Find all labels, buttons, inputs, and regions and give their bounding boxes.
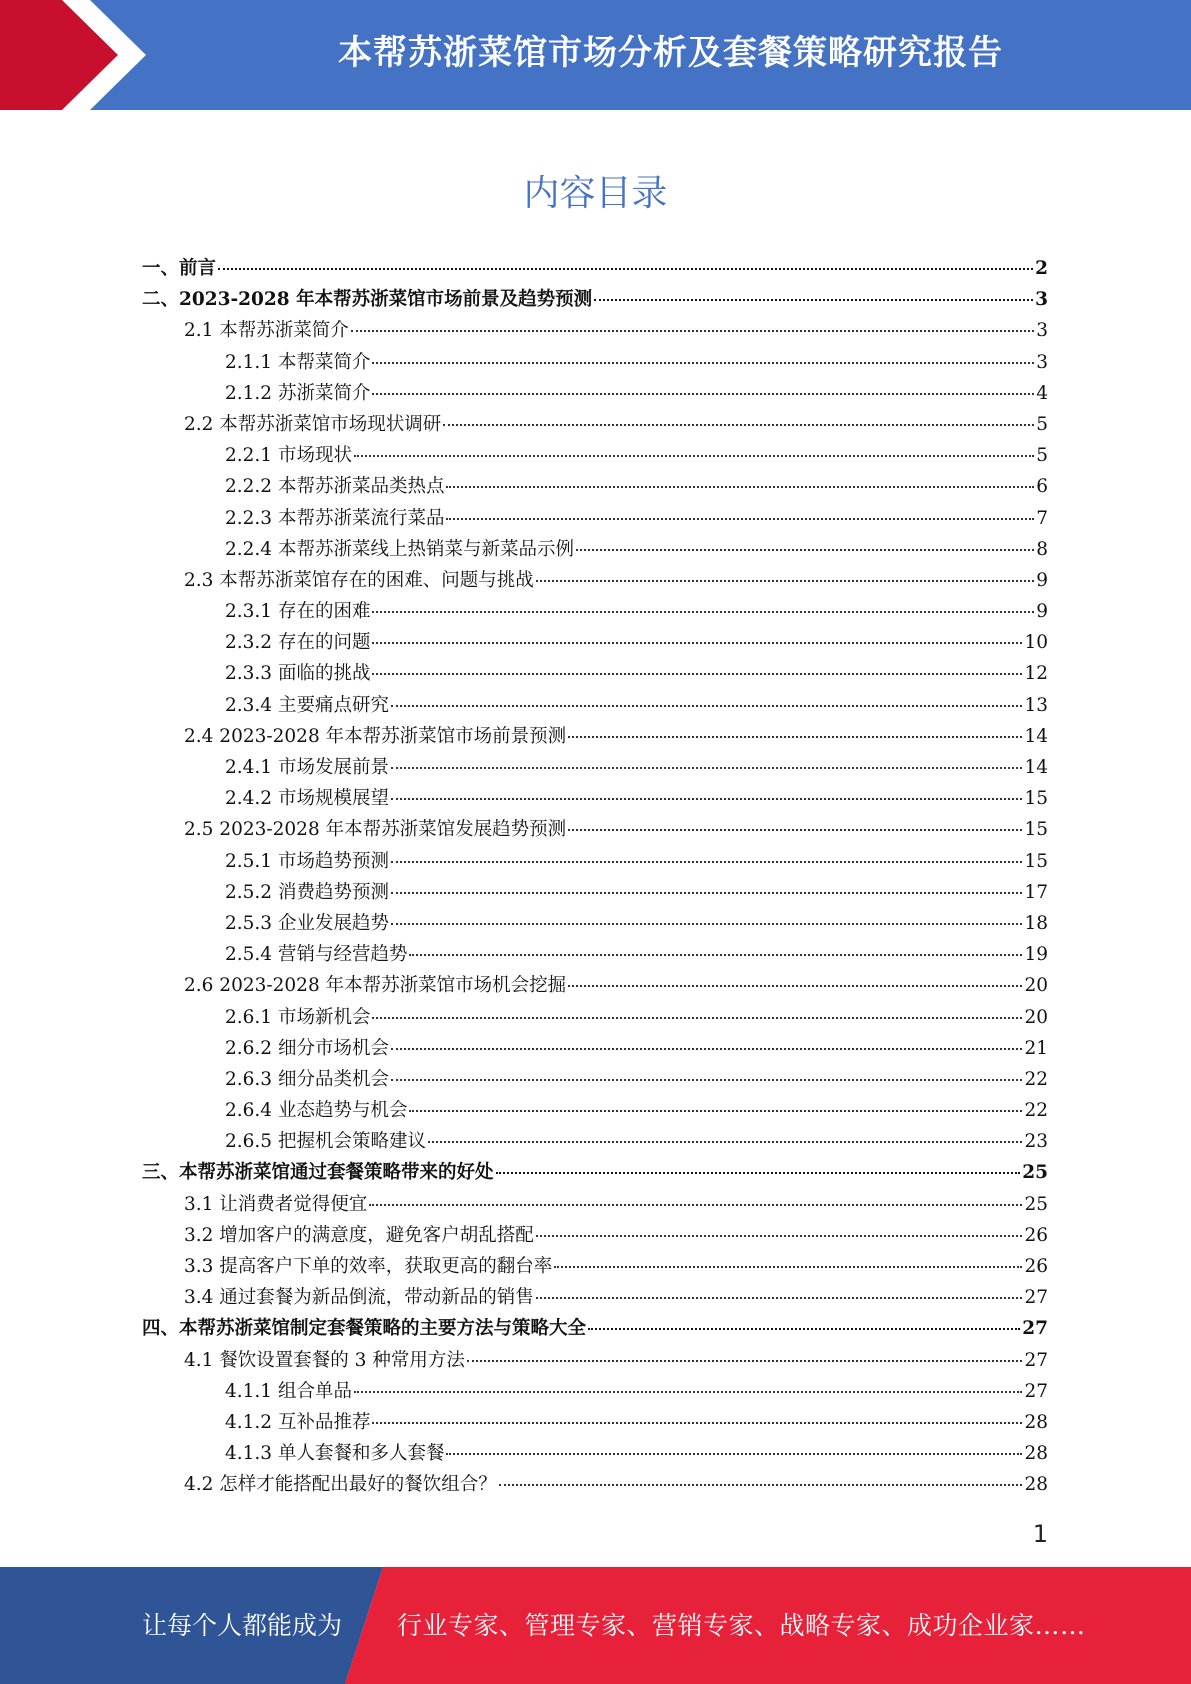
toc-entry[interactable] — [142, 846, 1048, 877]
toc-entry-title: 2.3 本帮苏浙菜馆存在的困难、问题与挑战 — [184, 569, 534, 591]
toc-dot-leader — [568, 829, 1022, 831]
toc-entry-page: 15 — [1024, 819, 1048, 841]
toc-entry-title: 2.6.4 业态趋势与机会 — [225, 1100, 408, 1122]
toc-entry-page: 28 — [1024, 1443, 1048, 1465]
toc-dot-leader — [391, 767, 1022, 769]
toc-entry-page: 18 — [1024, 912, 1048, 934]
toc-dot-leader — [568, 985, 1022, 987]
toc-entry[interactable] — [142, 534, 1048, 565]
toc-entry-page: 2 — [1035, 258, 1048, 279]
report-title: 本帮苏浙菜馆市场分析及套餐策略研究报告 — [338, 33, 1003, 73]
toc-entry-title: 3.1 让消费者觉得便宜 — [184, 1193, 368, 1215]
toc-entry[interactable] — [142, 284, 1048, 315]
toc-entry-title: 一、前言 — [142, 258, 217, 279]
toc-entry[interactable] — [142, 908, 1048, 939]
toc-dot-leader — [554, 1266, 1022, 1268]
toc-entry-title: 2.2.1 市场现状 — [225, 445, 352, 467]
toc-entry-title: 三、本帮苏浙菜馆通过套餐策略带来的好处 — [142, 1162, 494, 1184]
toc-entry-page: 27 — [1024, 1287, 1048, 1309]
toc-entry-title: 2.2.2 本帮苏浙菜品类热点 — [225, 476, 445, 498]
toc-entry-page: 19 — [1024, 944, 1048, 966]
toc-entry-page: 25 — [1024, 1193, 1048, 1215]
toc-entry-page: 3 — [1036, 320, 1048, 342]
toc-dot-leader — [467, 1360, 1023, 1362]
toc-entry-title: 2.4.2 市场规模展望 — [225, 788, 389, 810]
footer-slogan-left: 让每个人都能成为 — [142, 1611, 343, 1640]
toc-entry[interactable] — [142, 877, 1048, 908]
toc-entry[interactable] — [142, 690, 1048, 721]
toc-entry[interactable] — [142, 1157, 1048, 1188]
toc-dot-leader — [372, 393, 1034, 395]
toc-dot-leader — [409, 954, 1022, 956]
toc-entry-title: 2.4 2023-2028 年本帮苏浙菜馆市场前景预测 — [184, 725, 567, 747]
toc-entry-page: 20 — [1024, 975, 1048, 997]
toc-entry-title: 2.1.1 本帮菜简介 — [225, 351, 371, 373]
toc-dot-leader — [499, 1484, 1023, 1486]
toc-dot-leader — [391, 798, 1022, 800]
toc-entry[interactable] — [142, 253, 1048, 284]
toc-dot-leader — [496, 1172, 1021, 1174]
toc-dot-leader — [372, 642, 1022, 644]
toc-entry-title: 2.5.3 企业发展趋势 — [225, 912, 389, 934]
toc-entry-page: 14 — [1024, 757, 1048, 778]
toc-dot-leader — [372, 673, 1022, 675]
toc-entry[interactable] — [142, 409, 1048, 440]
toc-entry-title: 4.1.1 组合单品 — [225, 1380, 352, 1402]
toc-dot-leader — [354, 1391, 1023, 1393]
toc-entry-title: 2.1 本帮苏浙菜简介 — [184, 320, 349, 342]
toc-entry-page: 12 — [1024, 663, 1048, 685]
toc-dot-leader — [536, 1297, 1023, 1299]
toc-entry-page: 7 — [1036, 507, 1048, 529]
toc-entry-page: 23 — [1024, 1131, 1048, 1153]
toc-entry-page: 17 — [1024, 881, 1048, 903]
toc-entry-title: 2.1.2 苏浙菜简介 — [225, 382, 371, 404]
toc-entry-page: 8 — [1036, 538, 1048, 560]
toc-entry[interactable] — [142, 315, 1048, 346]
toc-entry-page: 6 — [1036, 476, 1048, 498]
toc-dot-leader — [391, 861, 1022, 863]
toc-dot-leader — [218, 268, 1033, 270]
toc-entry-page: 4 — [1036, 382, 1048, 404]
toc-dot-leader — [372, 611, 1034, 613]
table-of-contents — [142, 253, 1048, 1501]
toc-entry[interactable] — [142, 1220, 1048, 1251]
toc-entry-page: 28 — [1024, 1474, 1048, 1496]
toc-dot-leader — [391, 705, 1022, 707]
toc-entry-page: 27 — [1024, 1380, 1048, 1402]
toc-entry-title: 3.2 增加客户的满意度，避免客户胡乱搭配 — [184, 1224, 534, 1246]
toc-entry-title: 2.2.4 本帮苏浙菜线上热销菜与新菜品示例 — [225, 538, 574, 560]
toc-entry-page: 22 — [1024, 1068, 1048, 1090]
toc-entry[interactable] — [142, 378, 1048, 409]
toc-entry[interactable] — [142, 1002, 1048, 1033]
toc-dot-leader — [536, 580, 1034, 582]
toc-dot-leader — [391, 1079, 1022, 1081]
toc-entry-title: 2.6.5 把握机会策略建议 — [225, 1131, 426, 1153]
toc-dot-leader — [446, 518, 1034, 520]
footer-band — [0, 1567, 1191, 1684]
toc-entry-title: 2.2 本帮苏浙菜馆市场现状调研 — [184, 413, 442, 435]
header-arrow-icon — [0, 0, 160, 110]
toc-dot-leader — [446, 486, 1034, 488]
toc-entry-title: 2.3.2 存在的问题 — [225, 632, 371, 654]
toc-entry-page: 28 — [1024, 1411, 1048, 1433]
toc-entry[interactable] — [142, 1376, 1048, 1407]
toc-entry-page: 25 — [1022, 1162, 1048, 1184]
toc-entry[interactable] — [142, 721, 1048, 752]
toc-entry-page: 13 — [1024, 694, 1048, 716]
toc-entry-title: 3.4 通过套餐为新品倒流，带动新品的销售 — [184, 1287, 534, 1309]
toc-entry[interactable] — [142, 814, 1048, 845]
toc-entry[interactable] — [142, 440, 1048, 471]
toc-entry-page: 27 — [1022, 1318, 1048, 1340]
toc-entry[interactable] — [142, 1282, 1048, 1313]
toc-dot-leader — [391, 892, 1022, 894]
toc-entry-page: 5 — [1036, 445, 1048, 467]
toc-entry-title: 四、本帮苏浙菜馆制定套餐策略的主要方法与策略大全 — [142, 1318, 587, 1340]
toc-entry-page: 15 — [1024, 788, 1048, 810]
toc-entry-title: 4.1.3 单人套餐和多人套餐 — [225, 1443, 445, 1465]
toc-dot-leader — [594, 299, 1033, 301]
toc-entry[interactable] — [142, 658, 1048, 689]
toc-entry-page: 5 — [1036, 413, 1048, 435]
toc-entry[interactable] — [142, 939, 1048, 970]
toc-entry-title: 二、2023-2028 年本帮苏浙菜馆市场前景及趋势预测 — [142, 289, 593, 311]
toc-entry[interactable] — [142, 1189, 1048, 1220]
toc-dot-leader — [588, 1328, 1020, 1330]
toc-entry-title: 3.3 提高客户下单的效率，获取更高的翻台率 — [184, 1256, 553, 1277]
toc-entry[interactable] — [142, 1033, 1048, 1064]
toc-entry[interactable] — [142, 565, 1048, 596]
toc-entry-page: 3 — [1035, 289, 1048, 311]
toc-entry[interactable] — [142, 627, 1048, 658]
toc-entry[interactable] — [142, 1438, 1048, 1469]
toc-entry-page: 9 — [1036, 569, 1048, 591]
toc-dot-leader — [446, 1453, 1022, 1455]
toc-entry-page: 26 — [1024, 1256, 1048, 1277]
toc-dot-leader — [443, 424, 1034, 426]
toc-entry[interactable] — [142, 1469, 1048, 1500]
toc-dot-leader — [568, 736, 1022, 738]
toc-entry[interactable] — [142, 752, 1048, 783]
toc-dot-leader — [354, 455, 1034, 457]
toc-heading: 内容目录 — [523, 173, 668, 214]
toc-dot-leader — [391, 1048, 1022, 1050]
toc-entry-page: 21 — [1024, 1037, 1048, 1059]
toc-entry-title: 4.1.2 互补品推荐 — [225, 1411, 371, 1433]
toc-entry[interactable] — [142, 1251, 1048, 1282]
toc-entry-title: 2.6.2 细分市场机会 — [225, 1037, 389, 1059]
footer-slogan-right: 行业专家、管理专家、营销专家、战略专家、成功企业家…… — [397, 1611, 1086, 1640]
toc-dot-leader — [372, 1017, 1022, 1019]
toc-entry-page: 20 — [1024, 1006, 1048, 1028]
toc-dot-leader — [369, 1204, 1022, 1206]
toc-entry[interactable] — [142, 1407, 1048, 1438]
toc-entry[interactable] — [142, 783, 1048, 814]
toc-entry-title: 2.3.4 主要痛点研究 — [225, 694, 389, 716]
toc-entry-page: 27 — [1024, 1349, 1048, 1371]
toc-dot-leader — [372, 362, 1034, 364]
toc-entry-title: 2.5 2023-2028 年本帮苏浙菜馆发展趋势预测 — [184, 819, 567, 841]
toc-entry-title: 4.2 怎样才能搭配出最好的餐饮组合？ — [184, 1474, 497, 1496]
toc-dot-leader — [409, 1110, 1022, 1112]
toc-entry-page: 3 — [1036, 351, 1048, 373]
toc-entry-title: 2.5.1 市场趋势预测 — [225, 850, 389, 872]
toc-entry-title: 4.1 餐饮设置套餐的 3 种常用方法 — [184, 1349, 465, 1371]
toc-dot-leader — [536, 1235, 1023, 1237]
toc-entry-page: 10 — [1024, 632, 1048, 654]
toc-entry-title: 2.3.3 面临的挑战 — [225, 663, 371, 685]
toc-entry-title: 2.2.3 本帮苏浙菜流行菜品 — [225, 507, 445, 529]
toc-entry[interactable] — [142, 596, 1048, 627]
toc-entry-page: 22 — [1024, 1100, 1048, 1122]
toc-entry[interactable] — [142, 970, 1048, 1001]
toc-entry[interactable] — [142, 1345, 1048, 1376]
toc-entry[interactable] — [142, 1064, 1048, 1095]
toc-entry[interactable] — [142, 1313, 1048, 1344]
toc-entry-title: 2.6.3 细分品类机会 — [225, 1068, 389, 1090]
toc-entry-title: 2.3.1 存在的困难 — [225, 601, 371, 623]
toc-entry-page: 14 — [1024, 725, 1048, 747]
toc-entry-title: 2.6 2023-2028 年本帮苏浙菜馆市场机会挖掘 — [184, 975, 567, 997]
toc-entry-title: 2.6.1 市场新机会 — [225, 1006, 371, 1028]
toc-entry-title: 2.4.1 市场发展前景 — [225, 757, 389, 778]
toc-entry-page: 15 — [1024, 850, 1048, 872]
toc-entry-title: 2.5.2 消费趋势预测 — [225, 881, 389, 903]
toc-dot-leader — [428, 1141, 1022, 1143]
toc-entry[interactable] — [142, 347, 1048, 378]
toc-entry-page: 9 — [1036, 601, 1048, 623]
toc-entry-page: 26 — [1024, 1224, 1048, 1246]
toc-entry[interactable] — [142, 503, 1048, 534]
toc-entry[interactable] — [142, 471, 1048, 502]
toc-dot-leader — [351, 330, 1034, 332]
header-band — [0, 0, 1191, 110]
page-number: 1 — [1032, 1520, 1048, 1548]
toc-entry[interactable] — [142, 1126, 1048, 1157]
toc-dot-leader — [372, 1422, 1022, 1424]
toc-dot-leader — [576, 549, 1034, 551]
toc-dot-leader — [391, 923, 1022, 925]
toc-entry-title: 2.5.4 营销与经营趋势 — [225, 944, 408, 966]
toc-entry[interactable] — [142, 1095, 1048, 1126]
